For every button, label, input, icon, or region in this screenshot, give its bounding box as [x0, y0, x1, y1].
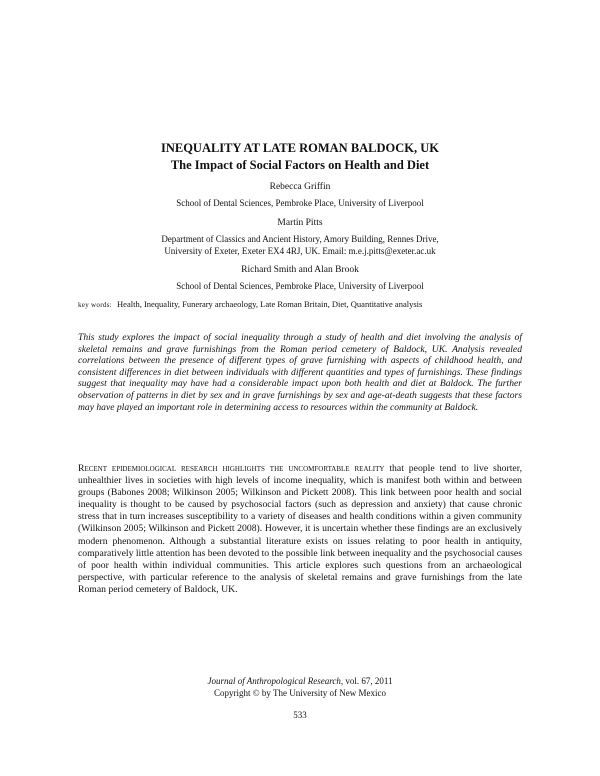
body-paragraph: [78, 463, 522, 596]
body-text: that people tend to live shorter, unhealthier lives in societies with high levels of income inequality, which is manifest both within and between groups (Babones 2008; Wilkinson 2005; Wilkinson and Pickett 2008). This link between poor health and social inequality is thought to be caused by psychosocial factors (such as depression and anxiety) that cause chronic stress that in turn increases susceptibility to a variety of diseases and health conditions within a given community (Wilkinson 2005; Wilkinson and Pickett 2008). However, it is uncertain whether these findings are an exclusively modern phenomenon. Although a substantial literature exists on issues relating to poor health in antiquity, comparatively little attention has been devoted to the possible link between inequality and the psychosocial causes of poor health within individual communities. This article explores such questions from an archaeological perspective, with particular reference to the analysis of skeletal remains and grave furnishings from the late Roman period cemetery of Baldock, UK.: [78, 463, 522, 595]
author-name: Rebecca Griffin: [269, 182, 331, 192]
journal-name: Journal of Anthropological Research,: [207, 676, 344, 686]
author-affiliation: Department of Classics and Ancient History, Amory Building, Rennes Drive,: [161, 234, 439, 244]
abstract: This study explores the impact of social inequality through a study of health and diet involving the analysis of skeletal remains and grave furnishings from the Roman period cemetery of Baldock, UK. Analysis revealed correlations between the presence of different types of grave furnishing with aspects of childhood health, and consistent differences in diet between individuals with different quantities and types of furnishings. These findings suggest that inequality may have had a considerable impact upon both health and diet at Baldock. The further observation of patterns in diet by sex and in grave furnishings by sex and age-at-death suggests that these factors may have played an important role in determining access to resources within the community at Baldock.: [78, 332, 522, 413]
author-name: Richard Smith and Alan Brook: [241, 265, 359, 275]
keywords: [78, 299, 522, 311]
keywords-label: key words:: [78, 301, 112, 309]
copyright: Copyright © by The University of New Mexico: [214, 688, 386, 698]
article-title-block: [0, 140, 600, 174]
article-title: INEQUALITY AT LATE ROMAN BALDOCK, UK: [160, 141, 440, 155]
author-name: Martin Pitts: [277, 218, 323, 228]
keywords-text: Health, Inequality, Funerary archaeology, Late Roman Britain, Diet, Quantitative analysis: [117, 299, 423, 309]
journal-citation: [0, 676, 600, 687]
author-affiliation: University of Exeter, Exeter EX4 4RJ, UK. Email: m.e.j.pitts@exeter.ac.uk: [164, 246, 436, 256]
article-subtitle: The Impact of Social Factors on Health and Diet: [170, 158, 430, 172]
body-lead-in: Recent epidemiological research highlights the uncomfortable reality: [78, 463, 385, 474]
page-number: 533: [293, 710, 307, 720]
author-affiliation: School of Dental Sciences, Pembroke Place, University of Liverpool: [176, 281, 424, 291]
journal-volume: vol. 67, 2011: [343, 676, 393, 686]
author-affiliation: School of Dental Sciences, Pembroke Place, University of Liverpool: [176, 198, 424, 208]
